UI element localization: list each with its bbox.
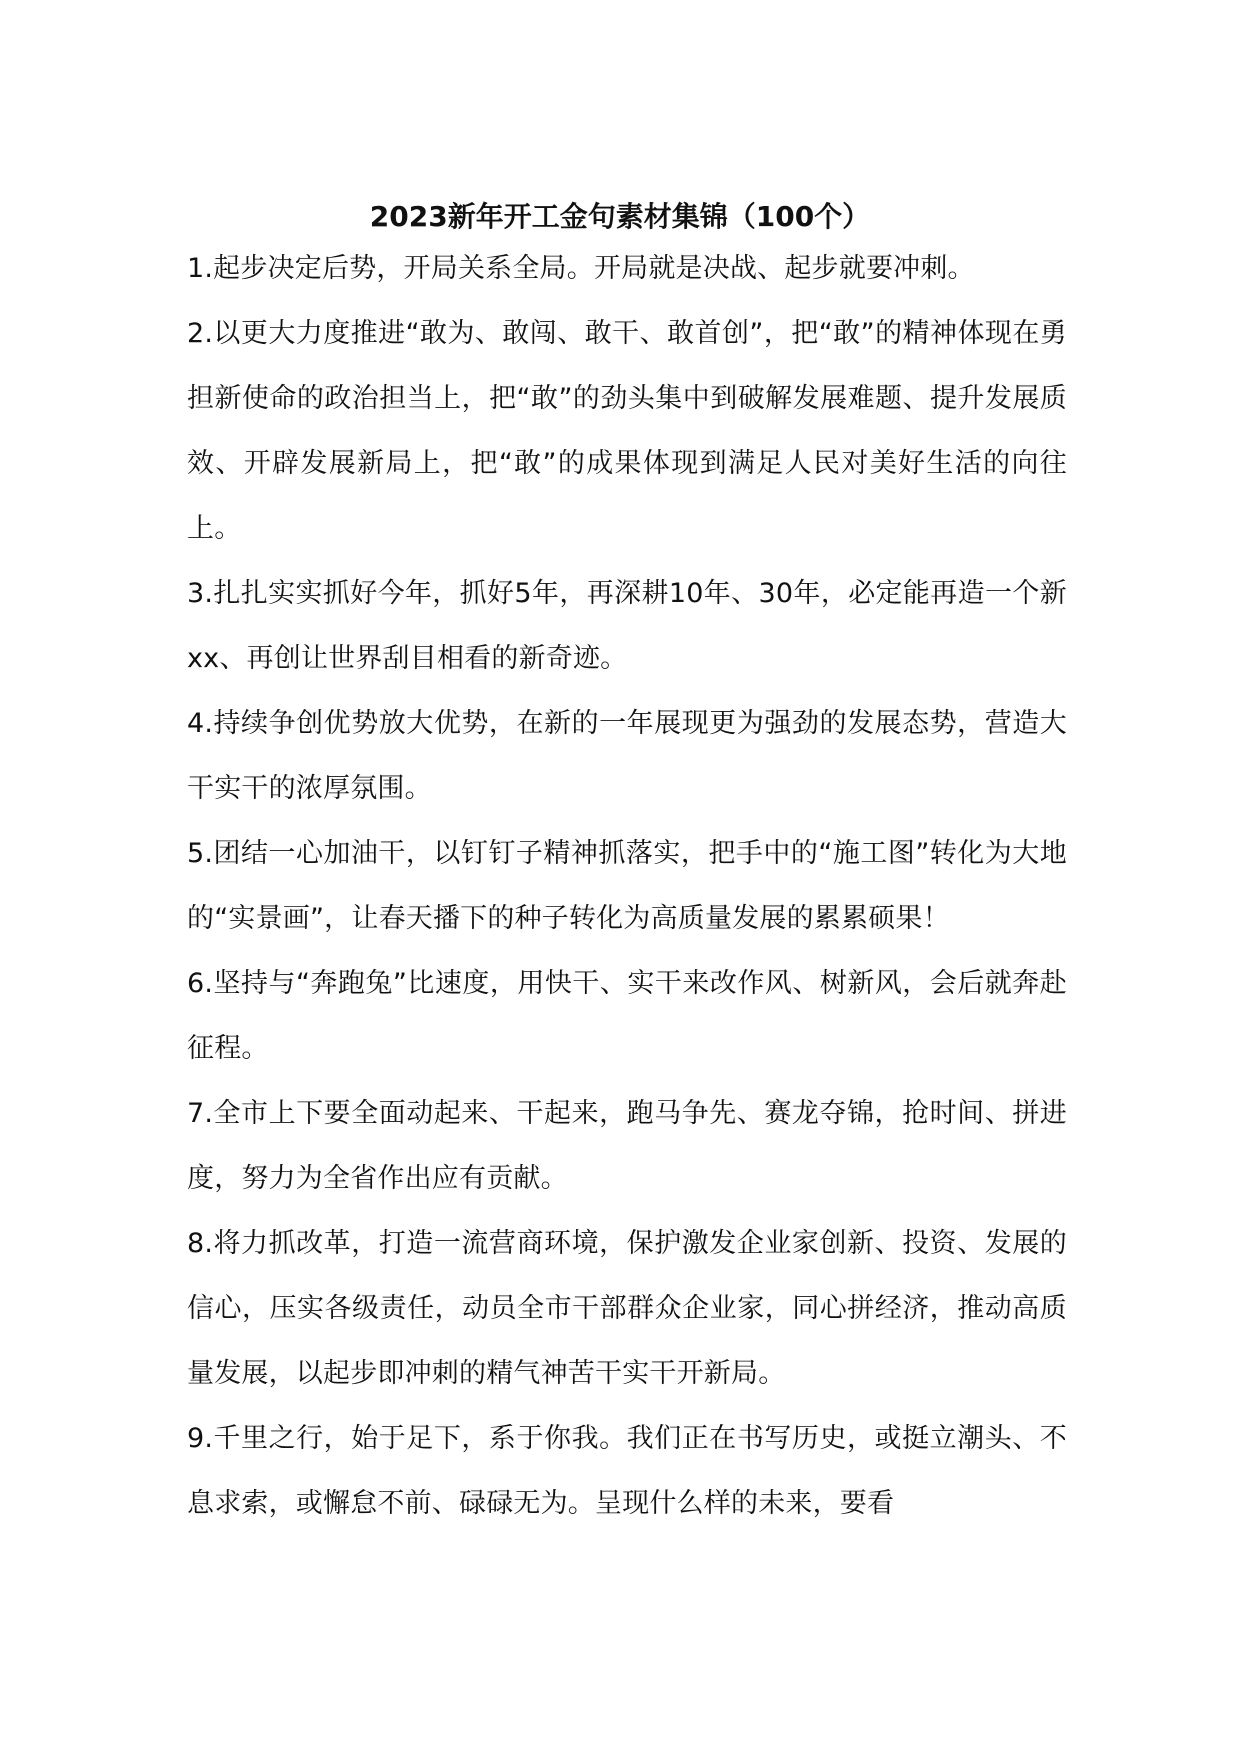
paragraph-7: 7.全市上下要全面动起来、干起来，跑马争先、赛龙夺锦，抢时间、拼进度，努力为全省作出应有贡献。 xyxy=(187,1098,1067,1194)
paragraph-5: 5.团结一心加油干，以钉钉子精神抓落实，把手中的“施工图”转化为大地的“实景画”，让春天播下的种子转化为高质量发展的累累硕果！ xyxy=(187,838,1067,934)
paragraph-4: 4.持续争创优势放大优势，在新的一年展现更为强劲的发展态势，营造大干实干的浓厚氛围。 xyxy=(187,708,1067,804)
paragraph-3: 3.扎扎实实抓好今年，抓好5年，再深耕10年、30年，必定能再造一个新xx、再创让世界刮目相看的新奇迹。 xyxy=(187,578,1067,674)
document-body xyxy=(187,236,1067,1536)
document-title: 2023新年开工金句素材集锦（100个） xyxy=(369,199,871,233)
paragraph-8: 8.将力抓改革，打造一流营商环境，保护激发企业家创新、投资、发展的信心，压实各级责任，动员全市干部群众企业家，同心拼经济，推动高质量发展，以起步即冲刺的精气神苦干实干开新局。 xyxy=(187,1228,1067,1389)
paragraph-1: 1.起步决定后势，开局关系全局。开局就是决战、起步就要冲刺。 xyxy=(187,253,975,284)
paragraph-9: 9.千里之行，始于足下，系于你我。我们正在书写历史，或挺立潮头、不息求索，或懈怠不前、碌碌无为。呈现什么样的未来，要看 xyxy=(187,1423,1067,1519)
paragraph-2: 2.以更大力度推进“敢为、敢闯、敢干、敢首创”，把“敢”的精神体现在勇担新使命的政治担当上，把“敢”的劲头集中到破解发展难题、提升发展质效、开辟发展新局上，把“敢”的成果体现到满足人民对美好生活的向往上。 xyxy=(187,318,1067,544)
paragraph-6: 6.坚持与“奔跑兔”比速度，用快干、实干来改作风、树新风，会后就奔赴征程。 xyxy=(187,968,1067,1064)
